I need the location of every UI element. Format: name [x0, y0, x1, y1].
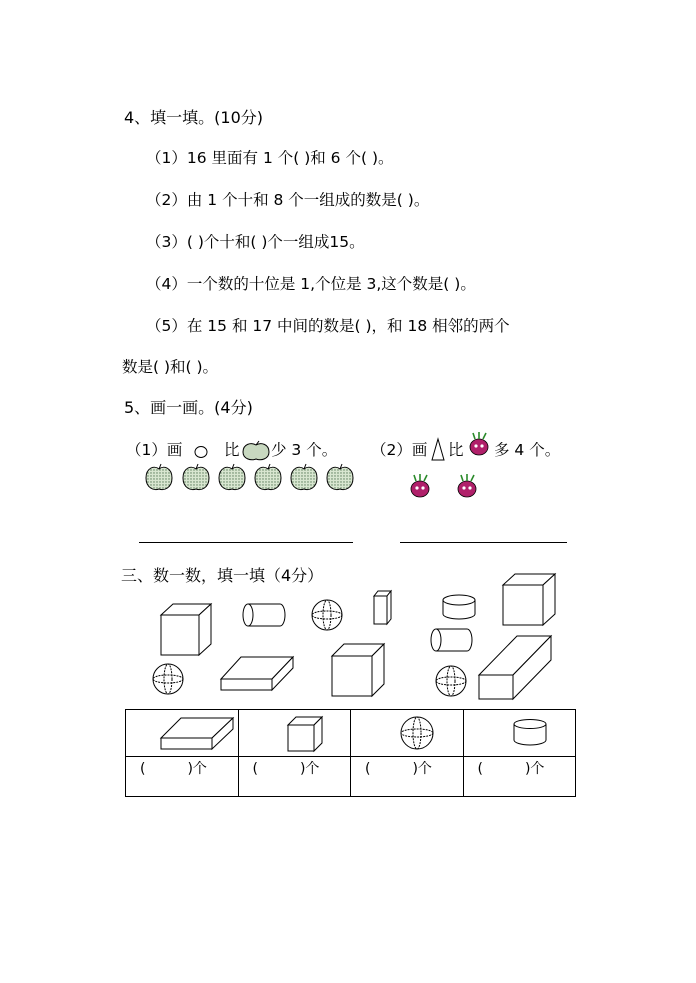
blank-open: ( [365, 761, 371, 777]
blank-close: )个 [299, 761, 320, 777]
question-4-1: （1）16 里面有 1 个( )和 6 个( )。 [146, 149, 394, 167]
blank-open: ( [477, 761, 483, 777]
sphere-shape [153, 664, 183, 694]
table-cell-sphere [351, 710, 464, 757]
cuboid-shape [221, 657, 293, 690]
blank-close: )个 [524, 761, 545, 777]
question-4-5-line1: （5）在 15 和 17 中间的数是( )，和 18 相邻的两个 [146, 317, 510, 335]
cube-shape [287, 714, 327, 752]
cylinder-shape [443, 595, 475, 619]
answer-cell-cube[interactable] [238, 757, 351, 797]
cuboid-shape [479, 636, 551, 699]
question-4-3: （3）( )个十和( )个一组成15。 [146, 233, 365, 251]
cylinder-shape [431, 629, 472, 651]
answer-cell-cylinder[interactable] [463, 757, 576, 797]
question-5-1-text-c: 少 3 个。 [271, 441, 338, 459]
sphere-shape [399, 715, 435, 751]
question-5-1-text-a: （1）画 [126, 441, 183, 459]
cube-shape [332, 644, 384, 696]
question-4-5-line2: 数是( )和( )。 [122, 358, 219, 376]
cube-shape [161, 604, 211, 655]
question-5-2-text-a: （2）画 [371, 441, 428, 459]
sphere-shape [312, 600, 342, 630]
question-5-2-text-b: 比 [448, 441, 464, 459]
table-cell-cube [238, 710, 351, 757]
cylinder-shape [243, 604, 285, 626]
counting-table [125, 709, 576, 797]
blank-close: )个 [187, 761, 207, 777]
cuboid-shape [160, 716, 236, 750]
section-5-title: 5、画一画。(4分) [124, 398, 253, 417]
blank-open: ( [140, 761, 146, 777]
sphere-shape [436, 666, 466, 696]
cuboid-shape [374, 591, 391, 624]
table-cell-cylinder [463, 710, 576, 757]
answer-cell-cuboid[interactable] [126, 757, 239, 797]
question-5-2-text-c: 多 4 个。 [494, 441, 561, 459]
section-3-title: 三、数一数，填一填（4分） [121, 566, 324, 585]
cube-shape [503, 574, 555, 625]
question-5-1-text-b: 比 [224, 441, 240, 459]
blank-close: )个 [412, 761, 432, 777]
answer-cell-sphere[interactable] [351, 757, 464, 797]
question-4-4: （4）一个数的十位是 1,个位是 3,这个数是( )。 [146, 275, 476, 293]
cylinder-shape [512, 719, 548, 749]
section-4-title: 4、填一填。(10分) [124, 108, 264, 127]
table-cell-cuboid [126, 710, 239, 757]
blank-open: ( [252, 761, 258, 777]
question-4-2: （2）由 1 个十和 8 个一组成的数是( )。 [146, 191, 430, 209]
